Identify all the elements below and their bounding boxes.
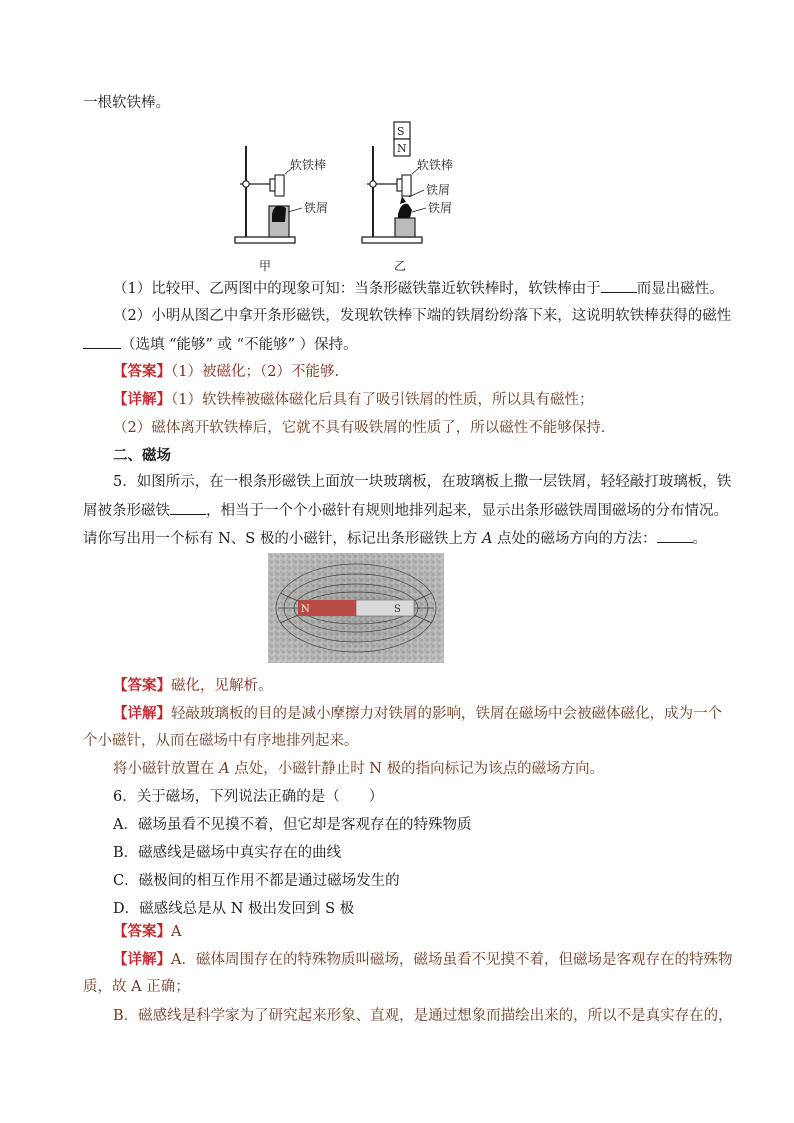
q6-stem: 6．关于磁场，下列说法正确的是（ ） xyxy=(113,789,384,805)
yi-filings-label-1: 铁屑 xyxy=(426,183,451,197)
q6-option-a: A．磁场虽看不见摸不着，但它却是客观存在的特殊物质 xyxy=(113,817,472,833)
q5-detail-3 xyxy=(113,759,604,779)
answer-tag: 【答案】 xyxy=(113,363,171,380)
q6-option-b: B．磁感线是磁场中真实存在的曲线 xyxy=(113,845,342,861)
figure-jia xyxy=(235,146,328,243)
iron-rod-figure xyxy=(230,118,480,278)
continued-text: 一根软铁棒。 xyxy=(83,95,170,111)
q5-line3-text: 请你写出用一个标有 N、S 极的小磁针，标记出条形磁铁上方 xyxy=(83,531,482,547)
q6-option-d: D．磁感线总是从 N 极出发回到 S 极 xyxy=(113,901,355,917)
detail-tag: 【详解】 xyxy=(113,951,171,968)
figure-label-jia: 甲 xyxy=(259,259,272,273)
q5-detail-2: 个小磁针，从而在磁场中有序地排列起来。 xyxy=(83,733,359,749)
jia-rod-label: 软铁棒 xyxy=(290,158,327,172)
detail-text: （1）软铁棒被磁体磁化后具有了吸引铁屑的性质，所以具有磁性； xyxy=(171,392,594,408)
q4-blank-1 xyxy=(601,278,637,293)
q5-line2-text: 屑被条形磁铁 xyxy=(83,503,170,519)
detail-text: A．磁体周围存在的特殊物质叫磁场，磁场虽看不见摸不着，但磁场是客观存在的特殊物 xyxy=(171,952,733,968)
q5-answer xyxy=(113,676,273,696)
q6-answer xyxy=(113,922,181,942)
q5-detail3-text: 将小磁针放置在 xyxy=(113,761,220,777)
q5-line-1: 5．如图所示，在一根条形磁铁上面放一块玻璃板，在玻璃板上撒一层铁屑，轻轻敲打玻璃板，铁 xyxy=(113,474,732,490)
magnet-n-pole: N xyxy=(397,142,407,155)
section-title: 二、磁场 xyxy=(113,447,171,464)
q4-part2: （2）小明从图乙中拿开条形磁铁，发现软铁棒下端的铁屑纷纷落下来，这说明软铁棒获得的磁性 xyxy=(113,308,732,324)
answer-tag: 【答案】 xyxy=(113,677,171,694)
q4-part1-tail: 而显出磁性。 xyxy=(636,281,724,297)
q6-detail-3: B．磁感线是科学家为了研究起来形象、直观，是通过想象而描绘出来的，所以不是真实存在的， xyxy=(113,1008,733,1024)
answer-text: （1）被磁化；（2）不能够. xyxy=(171,364,340,380)
q4-detail-2: （2）磁体离开软铁棒后，它就不具有吸铁屑的性质了，所以磁性不能够保持. xyxy=(113,420,606,436)
q6-detail xyxy=(113,950,732,970)
magnet-s-pole: S xyxy=(397,125,405,138)
q5-line-2 xyxy=(83,500,728,521)
point-a: A xyxy=(481,531,493,547)
answer-tag: 【答案】 xyxy=(113,923,171,940)
answer-text: 磁化，见解析。 xyxy=(171,678,273,694)
q4-answer xyxy=(113,362,339,382)
detail-tag: 【详解】 xyxy=(113,705,171,722)
detail-text: 轻敲玻璃板的目的是减小摩擦力对铁屑的影响，铁屑在磁场中会被磁体磁化，成为一个 xyxy=(171,706,722,722)
answer-text: A xyxy=(171,924,182,940)
figure-label-yi: 乙 xyxy=(394,259,407,273)
q5-line3-mid: 点处的磁场方向的方法： xyxy=(492,531,657,547)
q4-part2-tail: （选填 “能够” 或 “不能够” ）保持。 xyxy=(121,337,358,353)
q4-part2-cont xyxy=(83,334,358,355)
photo-s-pole: S xyxy=(394,604,401,615)
q5-line2-tail: ，相当于一个个小磁针有规则地排列起来，显示出条形磁铁周围磁场的分布情况。 xyxy=(206,503,728,519)
photo-n-pole: N xyxy=(301,604,310,615)
q5-line-3 xyxy=(83,528,707,549)
yi-rod-label: 软铁棒 xyxy=(417,158,454,172)
q4-blank-2 xyxy=(83,334,121,349)
q5-detail xyxy=(113,704,722,724)
q6-detail-2: 质，故 A 正确； xyxy=(83,979,190,995)
q5-detail3-tail: 点处，小磁针静止时 N 极的指向标记为该点的磁场方向。 xyxy=(229,761,605,777)
q5-blank-1 xyxy=(170,500,206,515)
q5-blank-2 xyxy=(657,528,693,543)
q4-part1-text: （1）比较甲、乙两图中的现象可知：当条形磁铁靠近软铁棒时，软铁棒由于 xyxy=(113,281,601,297)
yi-filings-label-2: 铁屑 xyxy=(428,201,453,215)
q4-part1 xyxy=(113,278,724,299)
q4-detail xyxy=(113,390,593,410)
q5-line3-end: 。 xyxy=(692,531,708,547)
q6-option-c: C．磁极间的相互作用不都是通过磁场发生的 xyxy=(113,873,400,889)
point-a: A xyxy=(219,761,230,777)
jia-filings-label: 铁屑 xyxy=(304,201,329,215)
magnet-field-photo xyxy=(268,553,444,663)
detail-tag: 【详解】 xyxy=(113,391,171,408)
figure-yi xyxy=(362,122,453,243)
